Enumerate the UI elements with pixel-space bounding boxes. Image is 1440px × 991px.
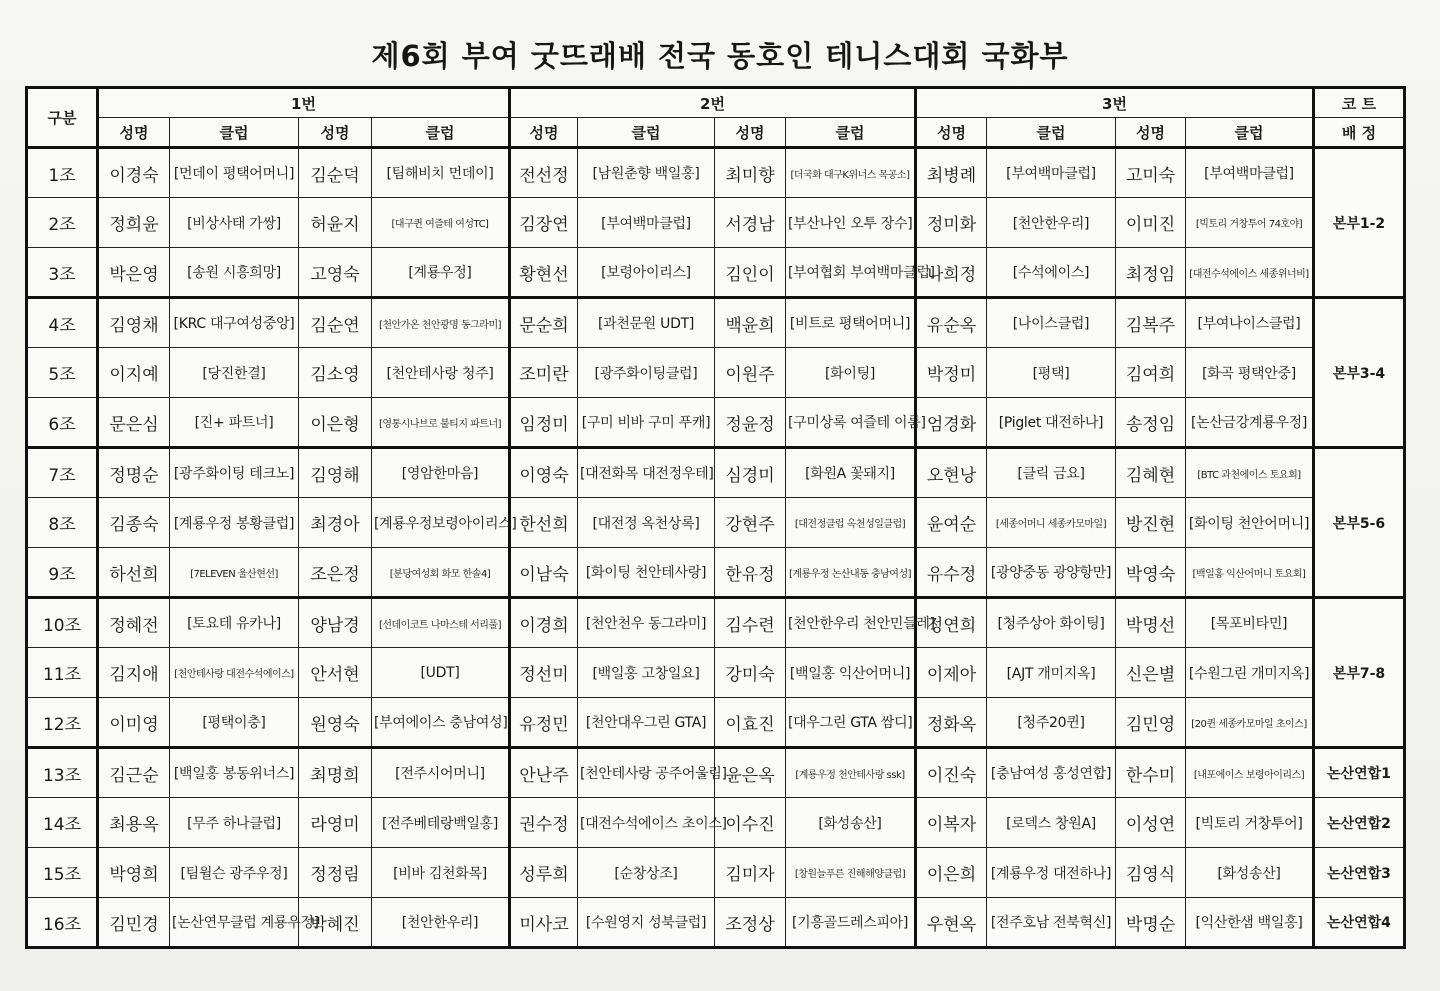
player-name: 한수미 xyxy=(1116,748,1186,798)
player-name: 정윤정 xyxy=(715,398,786,448)
player-name: 안난주 xyxy=(510,748,578,798)
player-name: 이원주 xyxy=(715,348,786,398)
player-club: [백일홍 익산어머니 토요회] xyxy=(1186,548,1314,598)
player-club: [나이스클럽] xyxy=(987,298,1116,348)
group-cell: 3조 xyxy=(27,248,98,298)
header-name: 성명 xyxy=(98,118,170,148)
player-club: [백일홍 봉동위너스] xyxy=(170,748,299,798)
header-group: 구분 xyxy=(27,88,98,148)
player-name: 조정상 xyxy=(715,898,786,948)
player-name: 이경희 xyxy=(510,598,578,648)
player-club: [과천문원 UDT] xyxy=(578,298,715,348)
table-row xyxy=(27,698,1405,748)
player-name: 정명순 xyxy=(98,448,170,498)
player-name: 허윤지 xyxy=(299,198,372,248)
table-row xyxy=(27,448,1405,498)
player-club: [창원늘푸른 진해해양클럽] xyxy=(786,848,916,898)
player-club: [BTC 과천에이스 토요회] xyxy=(1186,448,1314,498)
player-name: 김순연 xyxy=(299,298,372,348)
court-assignment: 논산연합1 xyxy=(1314,748,1405,798)
player-name: 송정임 xyxy=(1116,398,1186,448)
player-name: 최명희 xyxy=(299,748,372,798)
player-name: 신은별 xyxy=(1116,648,1186,698)
player-club: [논산연무클럽 계룡우정] xyxy=(170,898,299,948)
player-club: [평택] xyxy=(987,348,1116,398)
player-club: [선데이코트 나마스테 서리풀] xyxy=(372,598,510,648)
player-name: 임정미 xyxy=(510,398,578,448)
player-name: 문순희 xyxy=(510,298,578,348)
player-club: [대우그린 GTA 쌈디] xyxy=(786,698,916,748)
player-name: 한선희 xyxy=(510,498,578,548)
player-name: 박은영 xyxy=(98,248,170,298)
player-club: [천안테사랑 청주] xyxy=(372,348,510,398)
player-club: [비트로 평택어머니] xyxy=(786,298,916,348)
table-row xyxy=(27,148,1405,198)
header-slot-3: 3번 xyxy=(916,88,1314,118)
header-court-bottom: 배 정 xyxy=(1314,118,1405,148)
player-name: 김여희 xyxy=(1116,348,1186,398)
player-name: 윤여순 xyxy=(916,498,987,548)
player-name: 최용옥 xyxy=(98,798,170,848)
player-club: [내포에이스 보령아이리스] xyxy=(1186,748,1314,798)
group-cell: 13조 xyxy=(27,748,98,798)
table-row xyxy=(27,398,1405,448)
player-club: [Piglet 대전하나] xyxy=(987,398,1116,448)
table-body xyxy=(27,148,1405,948)
player-name: 김영해 xyxy=(299,448,372,498)
group-cell: 15조 xyxy=(27,848,98,898)
player-club: [부여백마클럽] xyxy=(1186,148,1314,198)
player-name: 정정림 xyxy=(299,848,372,898)
player-name: 우현옥 xyxy=(916,898,987,948)
player-club: [익산한샘 백일홍] xyxy=(1186,898,1314,948)
player-name: 이경숙 xyxy=(98,148,170,198)
player-name: 서경남 xyxy=(715,198,786,248)
player-club: [부산나인 오투 장수] xyxy=(786,198,916,248)
header-slot-2: 2번 xyxy=(510,88,916,118)
player-club: [UDT] xyxy=(372,648,510,698)
player-name: 김종숙 xyxy=(98,498,170,548)
player-club: [계룡우정 천안테사랑 ssk] xyxy=(786,748,916,798)
court-assignment: 본부3-4 xyxy=(1314,298,1405,448)
player-name: 하선희 xyxy=(98,548,170,598)
player-name: 정선미 xyxy=(510,648,578,698)
player-club: [로덱스 창원A] xyxy=(987,798,1116,848)
player-name: 박명순 xyxy=(1116,898,1186,948)
header-club: 클럽 xyxy=(987,118,1116,148)
player-club: [먼데이 평택어머니] xyxy=(170,148,299,198)
table-row xyxy=(27,648,1405,698)
player-name: 라영미 xyxy=(299,798,372,848)
draw-table xyxy=(25,86,1406,949)
player-club: [천안대우그린 GTA] xyxy=(578,698,715,748)
group-cell: 12조 xyxy=(27,698,98,748)
player-club: [평택이충] xyxy=(170,698,299,748)
group-cell: 7조 xyxy=(27,448,98,498)
player-club: [화원A 꽃돼지] xyxy=(786,448,916,498)
player-club: [부여협회 부여백마클럽] xyxy=(786,248,916,298)
player-club: [수석에이스] xyxy=(987,248,1116,298)
group-cell: 11조 xyxy=(27,648,98,698)
player-club: [천안한우리 천안민들레] xyxy=(786,598,916,648)
player-club: [20퀸 세종카모마일 초이스] xyxy=(1186,698,1314,748)
group-cell: 5조 xyxy=(27,348,98,398)
court-assignment: 논산연합4 xyxy=(1314,898,1405,948)
player-club: [계룡우정 대전하나] xyxy=(987,848,1116,898)
player-name: 김영채 xyxy=(98,298,170,348)
player-name: 강미숙 xyxy=(715,648,786,698)
player-name: 이제아 xyxy=(916,648,987,698)
player-name: 박혜진 xyxy=(299,898,372,948)
player-name: 조미란 xyxy=(510,348,578,398)
header-court-top: 코 트 xyxy=(1314,88,1405,118)
player-name: 방진현 xyxy=(1116,498,1186,548)
player-club: [비상사태 가쌍] xyxy=(170,198,299,248)
player-name: 백윤희 xyxy=(715,298,786,348)
player-name: 이영숙 xyxy=(510,448,578,498)
group-cell: 9조 xyxy=(27,548,98,598)
player-club: [화성송산] xyxy=(1186,848,1314,898)
player-club: [분당여성회 화모 한솔4] xyxy=(372,548,510,598)
player-club: [순창상조] xyxy=(578,848,715,898)
player-club: [구미 비바 구미 푸캐] xyxy=(578,398,715,448)
group-cell: 10조 xyxy=(27,598,98,648)
player-name: 이은형 xyxy=(299,398,372,448)
player-name: 이수진 xyxy=(715,798,786,848)
player-club: [백일홍 고창일요] xyxy=(578,648,715,698)
page-title: 제6회 부여 굿뜨래배 전국 동호인 테니스대회 국화부 xyxy=(371,39,1069,73)
player-name: 김근순 xyxy=(98,748,170,798)
table-row xyxy=(27,898,1405,948)
player-club: [천안테사랑 공주어울림] xyxy=(578,748,715,798)
table-row xyxy=(27,198,1405,248)
player-club: [목포비타민] xyxy=(1186,598,1314,648)
table-row xyxy=(27,548,1405,598)
player-club: [기흥골드레스피아] xyxy=(786,898,916,948)
table-row xyxy=(27,298,1405,348)
player-name: 김장연 xyxy=(510,198,578,248)
player-club: [전주베테랑백일홍] xyxy=(372,798,510,848)
player-club: [수원영지 성북클럽] xyxy=(578,898,715,948)
player-club: [논산금강계룡우정] xyxy=(1186,398,1314,448)
header-club: 클럽 xyxy=(578,118,715,148)
player-name: 원영숙 xyxy=(299,698,372,748)
player-club: [빅토리 거창투어 74호야] xyxy=(1186,198,1314,248)
player-name: 정화옥 xyxy=(916,698,987,748)
player-club: [영통시나브로 불티지 파트너] xyxy=(372,398,510,448)
player-club: [백일홍 익산어머니] xyxy=(786,648,916,698)
player-name: 김소영 xyxy=(299,348,372,398)
header-club: 클럽 xyxy=(372,118,510,148)
player-club: [대전수석에이스 세종위너비] xyxy=(1186,248,1314,298)
player-name: 김민영 xyxy=(1116,698,1186,748)
table-row xyxy=(27,748,1405,798)
player-club: [천안한우리] xyxy=(372,898,510,948)
player-name: 최경아 xyxy=(299,498,372,548)
player-name: 문은심 xyxy=(98,398,170,448)
player-name: 김미자 xyxy=(715,848,786,898)
player-club: [대전수석에이스 초이스] xyxy=(578,798,715,848)
player-name: 미사코 xyxy=(510,898,578,948)
player-club: [송원 시흥희망] xyxy=(170,248,299,298)
court-assignment: 본부5-6 xyxy=(1314,448,1405,598)
player-club: [청주상아 화이팅] xyxy=(987,598,1116,648)
player-name: 최미향 xyxy=(715,148,786,198)
player-name: 김민경 xyxy=(98,898,170,948)
player-club: [화이팅 천안테사랑] xyxy=(578,548,715,598)
player-club: [팀해비치 먼데이] xyxy=(372,148,510,198)
group-cell: 14조 xyxy=(27,798,98,848)
player-name: 정희윤 xyxy=(98,198,170,248)
player-name: 전선정 xyxy=(510,148,578,198)
group-cell: 6조 xyxy=(27,398,98,448)
player-club: [영암한마음] xyxy=(372,448,510,498)
player-name: 정연희 xyxy=(916,598,987,648)
player-name: 유순옥 xyxy=(916,298,987,348)
player-club: [구미상록 여즐테 이룸] xyxy=(786,398,916,448)
header-name: 성명 xyxy=(299,118,372,148)
player-club: [계룡우정 논산내동 충남여성] xyxy=(786,548,916,598)
table-row xyxy=(27,248,1405,298)
player-name: 이지예 xyxy=(98,348,170,398)
court-assignment: 본부1-2 xyxy=(1314,148,1405,298)
player-club: [부여백마클럽] xyxy=(578,198,715,248)
player-name: 이성연 xyxy=(1116,798,1186,848)
group-cell: 4조 xyxy=(27,298,98,348)
player-club: [대전화목 대전정우테] xyxy=(578,448,715,498)
player-name: 최병례 xyxy=(916,148,987,198)
player-name: 엄경화 xyxy=(916,398,987,448)
player-club: [대구퀸 여즐테 여성TC] xyxy=(372,198,510,248)
player-club: [대전정클럽 옥천성일클럽] xyxy=(786,498,916,548)
player-club: [충남여성 홍성연합] xyxy=(987,748,1116,798)
player-name: 이은희 xyxy=(916,848,987,898)
header-name: 성명 xyxy=(715,118,786,148)
player-name: 권수정 xyxy=(510,798,578,848)
player-club: [토요테 유카나] xyxy=(170,598,299,648)
player-club: [클릭 금요] xyxy=(987,448,1116,498)
table-row xyxy=(27,498,1405,548)
player-club: [부여백마클럽] xyxy=(987,148,1116,198)
player-club: [전주호남 전북혁신] xyxy=(987,898,1116,948)
header-club: 클럽 xyxy=(1186,118,1314,148)
player-club: [광주화이팅클럽] xyxy=(578,348,715,398)
player-club: [KRC 대구여성중앙] xyxy=(170,298,299,348)
player-name: 강현주 xyxy=(715,498,786,548)
player-name: 박명선 xyxy=(1116,598,1186,648)
player-club: [팀윌슨 광주우정] xyxy=(170,848,299,898)
player-club: [화곡 평택안중] xyxy=(1186,348,1314,398)
player-club: [화이팅 천안어머니] xyxy=(1186,498,1314,548)
header-club: 클럽 xyxy=(170,118,299,148)
header-name: 성명 xyxy=(1116,118,1186,148)
player-name: 윤은옥 xyxy=(715,748,786,798)
header-name: 성명 xyxy=(510,118,578,148)
player-name: 조은정 xyxy=(299,548,372,598)
court-assignment: 논산연합2 xyxy=(1314,798,1405,848)
player-name: 유수정 xyxy=(916,548,987,598)
player-club: [수원그린 개미지옥] xyxy=(1186,648,1314,698)
court-assignment: 논산연합3 xyxy=(1314,848,1405,898)
player-name: 김순덕 xyxy=(299,148,372,198)
player-club: [보령아이리스] xyxy=(578,248,715,298)
player-name: 최정임 xyxy=(1116,248,1186,298)
player-club: [광주화이팅 테크노] xyxy=(170,448,299,498)
player-club: [남원춘향 백일홍] xyxy=(578,148,715,198)
player-club: [더국화 대구K위너스 목공소] xyxy=(786,148,916,198)
header-club: 클럽 xyxy=(786,118,916,148)
player-club: [청주20퀸] xyxy=(987,698,1116,748)
group-cell: 16조 xyxy=(27,898,98,948)
player-club: [진+ 파트너] xyxy=(170,398,299,448)
player-club: [빅토리 거창투어] xyxy=(1186,798,1314,848)
player-name: 이미영 xyxy=(98,698,170,748)
player-name: 김수련 xyxy=(715,598,786,648)
player-club: [천안가온 천안광명 동그라미] xyxy=(372,298,510,348)
player-club: [대전정 옥천상록] xyxy=(578,498,715,548)
player-name: 심경미 xyxy=(715,448,786,498)
group-cell: 1조 xyxy=(27,148,98,198)
player-name: 김지애 xyxy=(98,648,170,698)
court-assignment: 본부7-8 xyxy=(1314,598,1405,748)
player-name: 오현낭 xyxy=(916,448,987,498)
player-name: 한유정 xyxy=(715,548,786,598)
player-club: [계룡우정] xyxy=(372,248,510,298)
player-name: 정미화 xyxy=(916,198,987,248)
player-club: [계룡우정 봉황클럽] xyxy=(170,498,299,548)
player-name: 이복자 xyxy=(916,798,987,848)
player-name: 이진숙 xyxy=(916,748,987,798)
player-club: [AJT 개미지옥] xyxy=(987,648,1116,698)
player-club: [계룡우정보령아이리스] xyxy=(372,498,510,548)
player-club: [7ELEVEN 울산현선] xyxy=(170,548,299,598)
player-name: 안서현 xyxy=(299,648,372,698)
player-club: [천안천우 동그라미] xyxy=(578,598,715,648)
player-name: 유정민 xyxy=(510,698,578,748)
player-club: [천안테사랑 대전수석에이스] xyxy=(170,648,299,698)
player-name: 정혜전 xyxy=(98,598,170,648)
player-name: 박영희 xyxy=(98,848,170,898)
player-name: 김인이 xyxy=(715,248,786,298)
table-row xyxy=(27,348,1405,398)
player-name: 황현선 xyxy=(510,248,578,298)
player-name: 이미진 xyxy=(1116,198,1186,248)
player-club: [세종어머니 세종카모마일] xyxy=(987,498,1116,548)
header-slot-1: 1번 xyxy=(98,88,510,118)
table-row xyxy=(27,798,1405,848)
table-row xyxy=(27,598,1405,648)
player-name: 이효진 xyxy=(715,698,786,748)
player-club: [무주 하나클럽] xyxy=(170,798,299,848)
group-cell: 8조 xyxy=(27,498,98,548)
player-name: 성루희 xyxy=(510,848,578,898)
player-club: [당진한결] xyxy=(170,348,299,398)
player-name: 고미숙 xyxy=(1116,148,1186,198)
player-club: [부여나이스클럽] xyxy=(1186,298,1314,348)
player-club: [전주시어머니] xyxy=(372,748,510,798)
player-name: 김영식 xyxy=(1116,848,1186,898)
player-name: 김혜현 xyxy=(1116,448,1186,498)
player-name: 양남경 xyxy=(299,598,372,648)
player-club: [화이팅] xyxy=(786,348,916,398)
player-club: [광양중동 광양항만] xyxy=(987,548,1116,598)
player-name: 이남숙 xyxy=(510,548,578,598)
player-club: [비바 김천화목] xyxy=(372,848,510,898)
table-row xyxy=(27,848,1405,898)
player-club: [부여에이스 충남여성] xyxy=(372,698,510,748)
header-name: 성명 xyxy=(916,118,987,148)
player-name: 박정미 xyxy=(916,348,987,398)
player-club: [화성송산] xyxy=(786,798,916,848)
player-name: 박영숙 xyxy=(1116,548,1186,598)
player-name: 고영숙 xyxy=(299,248,372,298)
player-name: 김복주 xyxy=(1116,298,1186,348)
group-cell: 2조 xyxy=(27,198,98,248)
player-name: 나희정 xyxy=(916,248,987,298)
player-club: [천안한우리] xyxy=(987,198,1116,248)
